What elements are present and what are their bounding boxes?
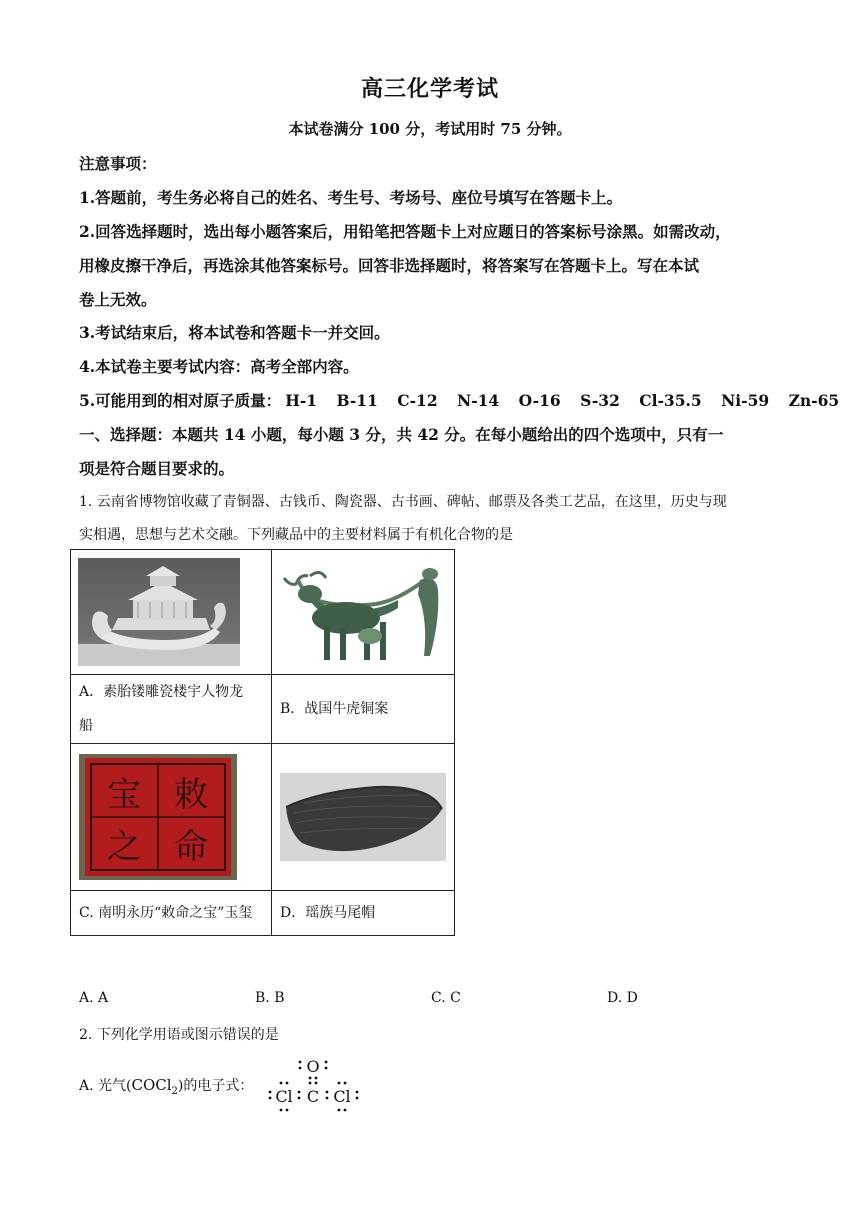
- q1-cell-d-image: [272, 744, 455, 891]
- option-c-label: C. 南明永历“敕命之宝”玉玺: [79, 905, 253, 921]
- q1-cell-b-image: [272, 550, 455, 675]
- q2-option-a: [79, 1075, 253, 1097]
- option-b-label: B．战国牛虎铜案: [280, 701, 389, 717]
- q1-cell-d-label: [272, 891, 455, 936]
- note-line: 2.回答选择题时，选出每小题答案后，用铅笔把答题卡上对应题日的答案标号涂黑。如需改动，: [79, 222, 731, 241]
- jade-seal-image: [79, 754, 237, 880]
- atomic-mass: S-32: [580, 391, 620, 410]
- answer-option-c[interactable]: C. C: [431, 990, 461, 1006]
- phosgene-lewis-structure: [266, 1052, 366, 1114]
- exam-subtitle: 本试卷满分 100 分，考试用时 75 分钟。: [288, 120, 572, 138]
- section-heading-cont: 项是符合题目要求的。: [79, 459, 235, 478]
- atomic-masses-prefix: 5.可能用到的相对原子质量：: [79, 391, 282, 410]
- q1-cell-a-label: [71, 675, 272, 744]
- q2-stem: 2. 下列化学用语或图示错误的是: [79, 1027, 279, 1043]
- lewis-atom-cl-left: Cl: [275, 1087, 293, 1106]
- atomic-mass: C-12: [397, 391, 438, 410]
- q1-cell-c-label: [71, 891, 272, 936]
- q2-option-a-suffix: )的电子式：: [177, 1078, 254, 1094]
- section-heading: 一、选择题：本题共 14 小题，每小题 3 分，共 42 分。在每小题给出的四个选项中，只有一: [79, 425, 724, 444]
- atomic-mass: B-11: [336, 391, 378, 410]
- note-line: 4.本试卷主要考试内容：高考全部内容。: [79, 357, 359, 376]
- atomic-mass: H-1: [285, 391, 318, 410]
- q1-cell-c-image: [71, 744, 272, 891]
- lewis-atom-cl-right: Cl: [333, 1087, 351, 1106]
- atomic-mass: N-14: [457, 391, 500, 410]
- ox-tiger-bronze-image: [280, 560, 446, 664]
- phosgene-formula: COCl: [131, 1076, 172, 1094]
- atomic-mass: O-16: [518, 391, 561, 410]
- atomic-mass: Zn-65: [788, 391, 840, 410]
- seal-char: 命: [174, 827, 208, 867]
- atomic-mass: Cl-35.5: [639, 391, 702, 410]
- q1-cell-a-image: [71, 550, 272, 675]
- option-d-label: D．瑶族马尾帽: [280, 905, 376, 921]
- atomic-mass: Ni-59: [721, 391, 770, 410]
- q2-option-a-prefix: A. 光气(: [79, 1078, 132, 1094]
- note-line: 3.考试结束后，将本试卷和答题卡一并交回。: [79, 323, 390, 342]
- lewis-atom-c: C: [306, 1087, 320, 1106]
- q1-answer-options: [0, 990, 860, 1010]
- q1-cell-b-label: [272, 675, 455, 744]
- dragon-boat-image: [78, 558, 240, 666]
- lewis-atom-o: O: [306, 1057, 320, 1076]
- q1-options-table: [70, 549, 455, 936]
- option-a-label: A．素胎镂雕瓷楼宇人物龙: [79, 684, 244, 700]
- seal-char: 敕: [174, 775, 208, 815]
- option-a-label-cont: 船: [79, 718, 93, 734]
- seal-char: 之: [107, 827, 141, 867]
- answer-option-a[interactable]: A. A: [79, 990, 109, 1006]
- note-line: 1.答题前，考生务必将自己的姓名、考生号、考场号、座位号填写在答题卡上。: [79, 188, 623, 207]
- horsetail-hat-image: [280, 773, 446, 861]
- seal-char: 宝: [107, 775, 141, 815]
- atomic-masses-line: [79, 389, 839, 411]
- answer-option-b[interactable]: B. B: [255, 990, 285, 1006]
- notes-heading: 注意事项：: [79, 154, 157, 173]
- q1-stem: 1. 云南省博物馆收藏了青铜器、古钱币、陶瓷器、古书画、碑帖、邮票及各类工艺品，在这里，历史与现: [79, 494, 727, 510]
- q1-stem-cont: 实相遇，思想与艺术交融。下列藏品中的主要材料属于有机化合物的是: [79, 527, 513, 543]
- note-line: 卷上无效。: [79, 290, 157, 309]
- phosgene-subscript: 2: [171, 1085, 178, 1097]
- exam-title: 高三化学考试: [360, 76, 499, 102]
- note-line: 用橡皮擦干净后，再选涂其他答案标号。回答非选择题时，将答案写在答题卡上。写在本试: [79, 256, 700, 275]
- answer-option-d[interactable]: D. D: [607, 990, 638, 1006]
